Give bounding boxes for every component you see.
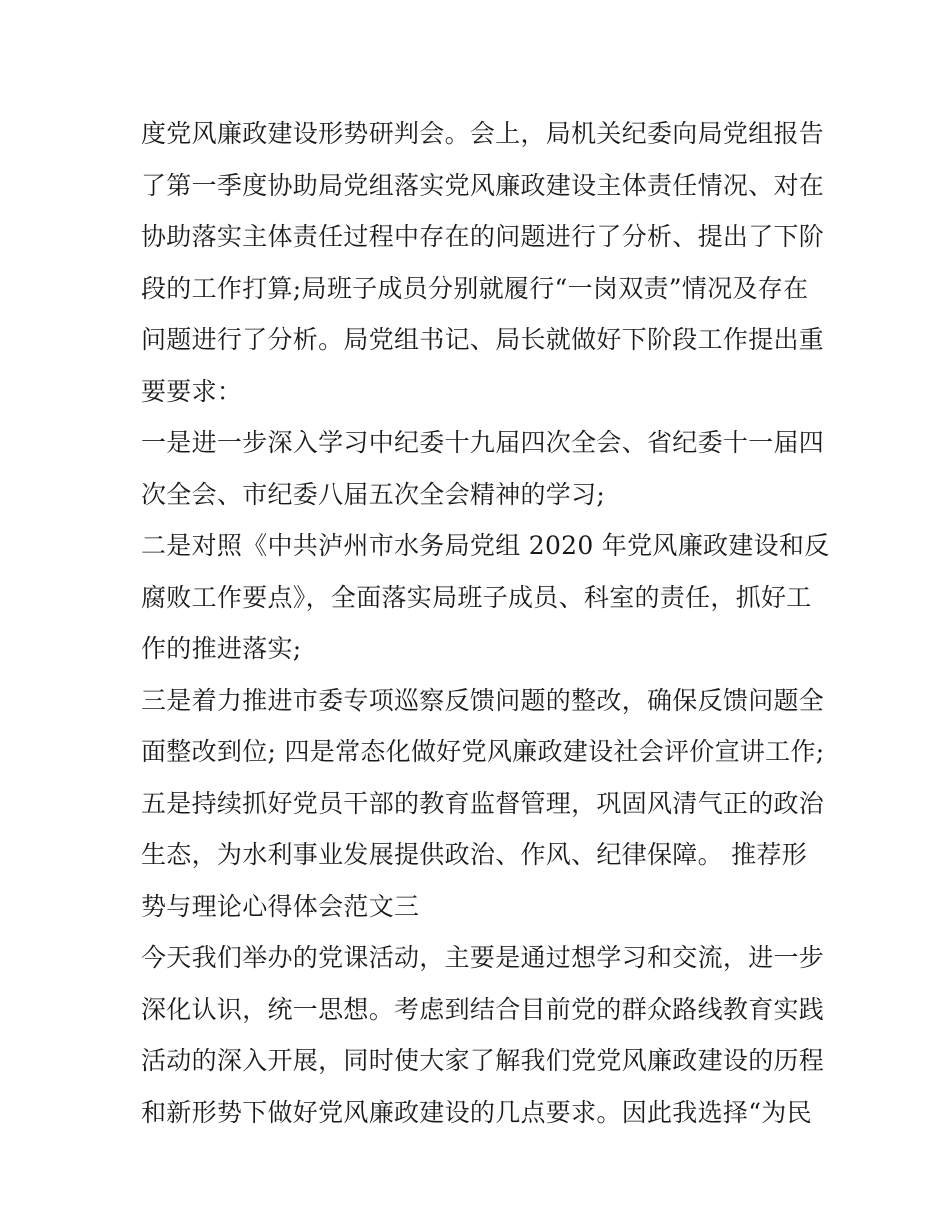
text-line: 和新形势下做好党风廉政建设的几点要求。因此我选择“为民 <box>141 1097 812 1127</box>
text-line: 作的推进落实; <box>141 634 302 663</box>
text-line: 三是着力推进市委专项巡察反馈问题的整改，确保反馈问题全 <box>141 685 825 715</box>
text-line: 势与理论心得体会范文三 <box>141 891 420 921</box>
body-text <box>141 108 830 1138</box>
text-line: 面整改到位; 四是常态化做好党风廉政建设社会评价宣讲工作; <box>141 737 825 766</box>
text-line: 生态，为水利事业发展提供政治、作风、纪律保障。 推荐形 <box>141 840 808 869</box>
text-line: 次全会、市纪委八届五次全会精神的学习; <box>141 479 606 509</box>
text-line: 协助落实主体责任过程中存在的问题进行了分析、提出了下阶 <box>141 222 825 251</box>
text-line: 腐败工作要点》，全面落实局班子成员、科室的责任，抓好工 <box>141 582 812 612</box>
text-line: 活动的深入开展，同时使大家了解我们党党风廉政建设的历程 <box>141 1046 825 1075</box>
text-line: 一是进一步深入学习中纪委十九届四次全会、省纪委十一届四 <box>141 428 825 457</box>
text-line: 深化认识，统一思想。考虑到结合目前党的群众路线教育实践 <box>141 994 825 1024</box>
text-line: 今天我们举办的党课活动，主要是通过想学习和交流，进一步 <box>141 943 825 972</box>
text-line: 问题进行了分析。局党组书记、局长就做好下阶段工作提出重 <box>141 325 825 354</box>
text-line: 了第一季度协助局党组落实党风廉政建设主体责任情况、对在 <box>141 170 825 200</box>
text-line: 五是持续抓好党员干部的教育监督管理，巩固风清气正的政治 <box>141 788 825 818</box>
text-line: 度党风廉政建设形势研判会。会上，局机关纪委向局党组报告 <box>141 119 825 148</box>
text-line: 要要求： <box>141 376 243 406</box>
text-line: 二是对照《中共泸州市水务局党组 2020 年党风廉政建设和反 <box>141 531 830 560</box>
text-line: 段的工作打算;局班子成员分别就履行“一岗双责”情况及存在 <box>141 273 809 303</box>
